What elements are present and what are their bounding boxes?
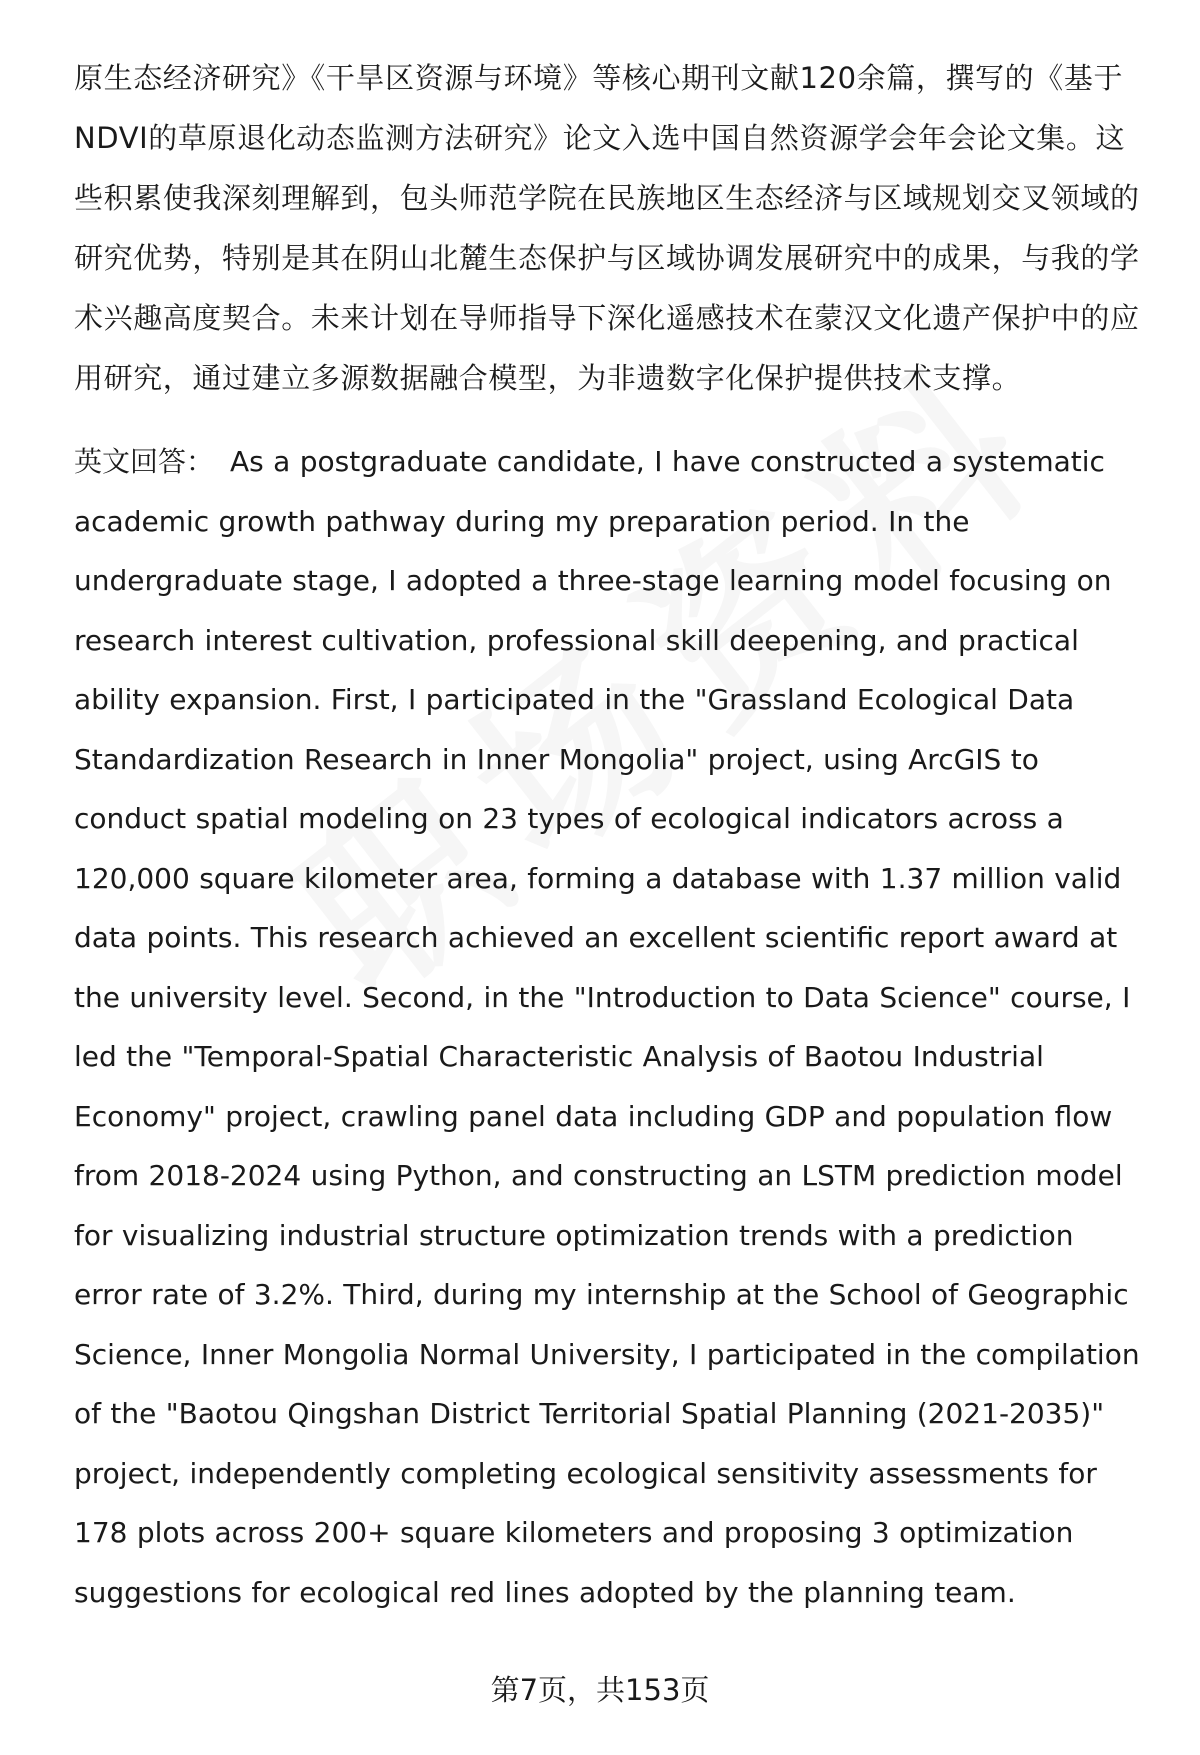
document-body: [74, 48, 1154, 1622]
page-number: 第7页，共153页: [490, 1673, 710, 1707]
english-answer-label: 英文回答：: [74, 445, 215, 478]
english-answer-text: As a postgraduate candidate, I have constructed a systematic academic growth pathway during my preparation period. In the undergraduate stage, I adopted a three-stage learning model focusing on research interest cultivation, professional skill deepening, and practical ability expansion. First, I participated in the "Grassland Ecological Data Standardization Research in Inner Mongolia" project, using ArcGIS to conduct spatial modeling on 23 types of ecological indicators across a 120,000 square kilometer area, forming a database with 1.37 million valid data points. This research achieved an excellent scientific report award at the university level. Second, in the "Introduction to Data Science" course, I led the "Temporal-Spatial Characteristic Analysis of Baotou Industrial Economy" project, crawling panel data including GDP and population flow from 2018-2024 using Python, and constructing an LSTM prediction model for visualizing industrial structure optimization trends with a prediction error rate of 3.2%. Third, during my internship at the School of Geographic Science, Inner Mongolia Normal University, I participated in the compilation of the "Baotou Qingshan District Territorial Spatial Planning (2021-2035)" project, independently completing ecological sensitivity assessments for 178 plots across 200+ square kilometers and proposing 3 optimization suggestions for ecological red lines adopted by the planning team.: [74, 445, 1140, 1609]
chinese-paragraph: 原生态经济研究》《干旱区资源与环境》等核心期刊文献120余篇，撰写的《基于 NDVI的草原退化动态监测方法研究》论文入选中国自然资源学会年会论文集。这 些积累使我深刻理解到，包头师范学院在民族地区生态经济与区域规划交叉领域的 研究优势，特别是其在阴山北麓生态保护与区域协调发展研究中的成果，与我的学 术兴趣高度契合。未来计划在导师指导下深化遥感技术在蒙汉文化遗产保护中的应 用研究，通过建立多源数据融合模型，为非遗数字化保护提供技术支撑。: [74, 61, 1140, 395]
english-answer-paragraph: [74, 432, 1154, 1622]
